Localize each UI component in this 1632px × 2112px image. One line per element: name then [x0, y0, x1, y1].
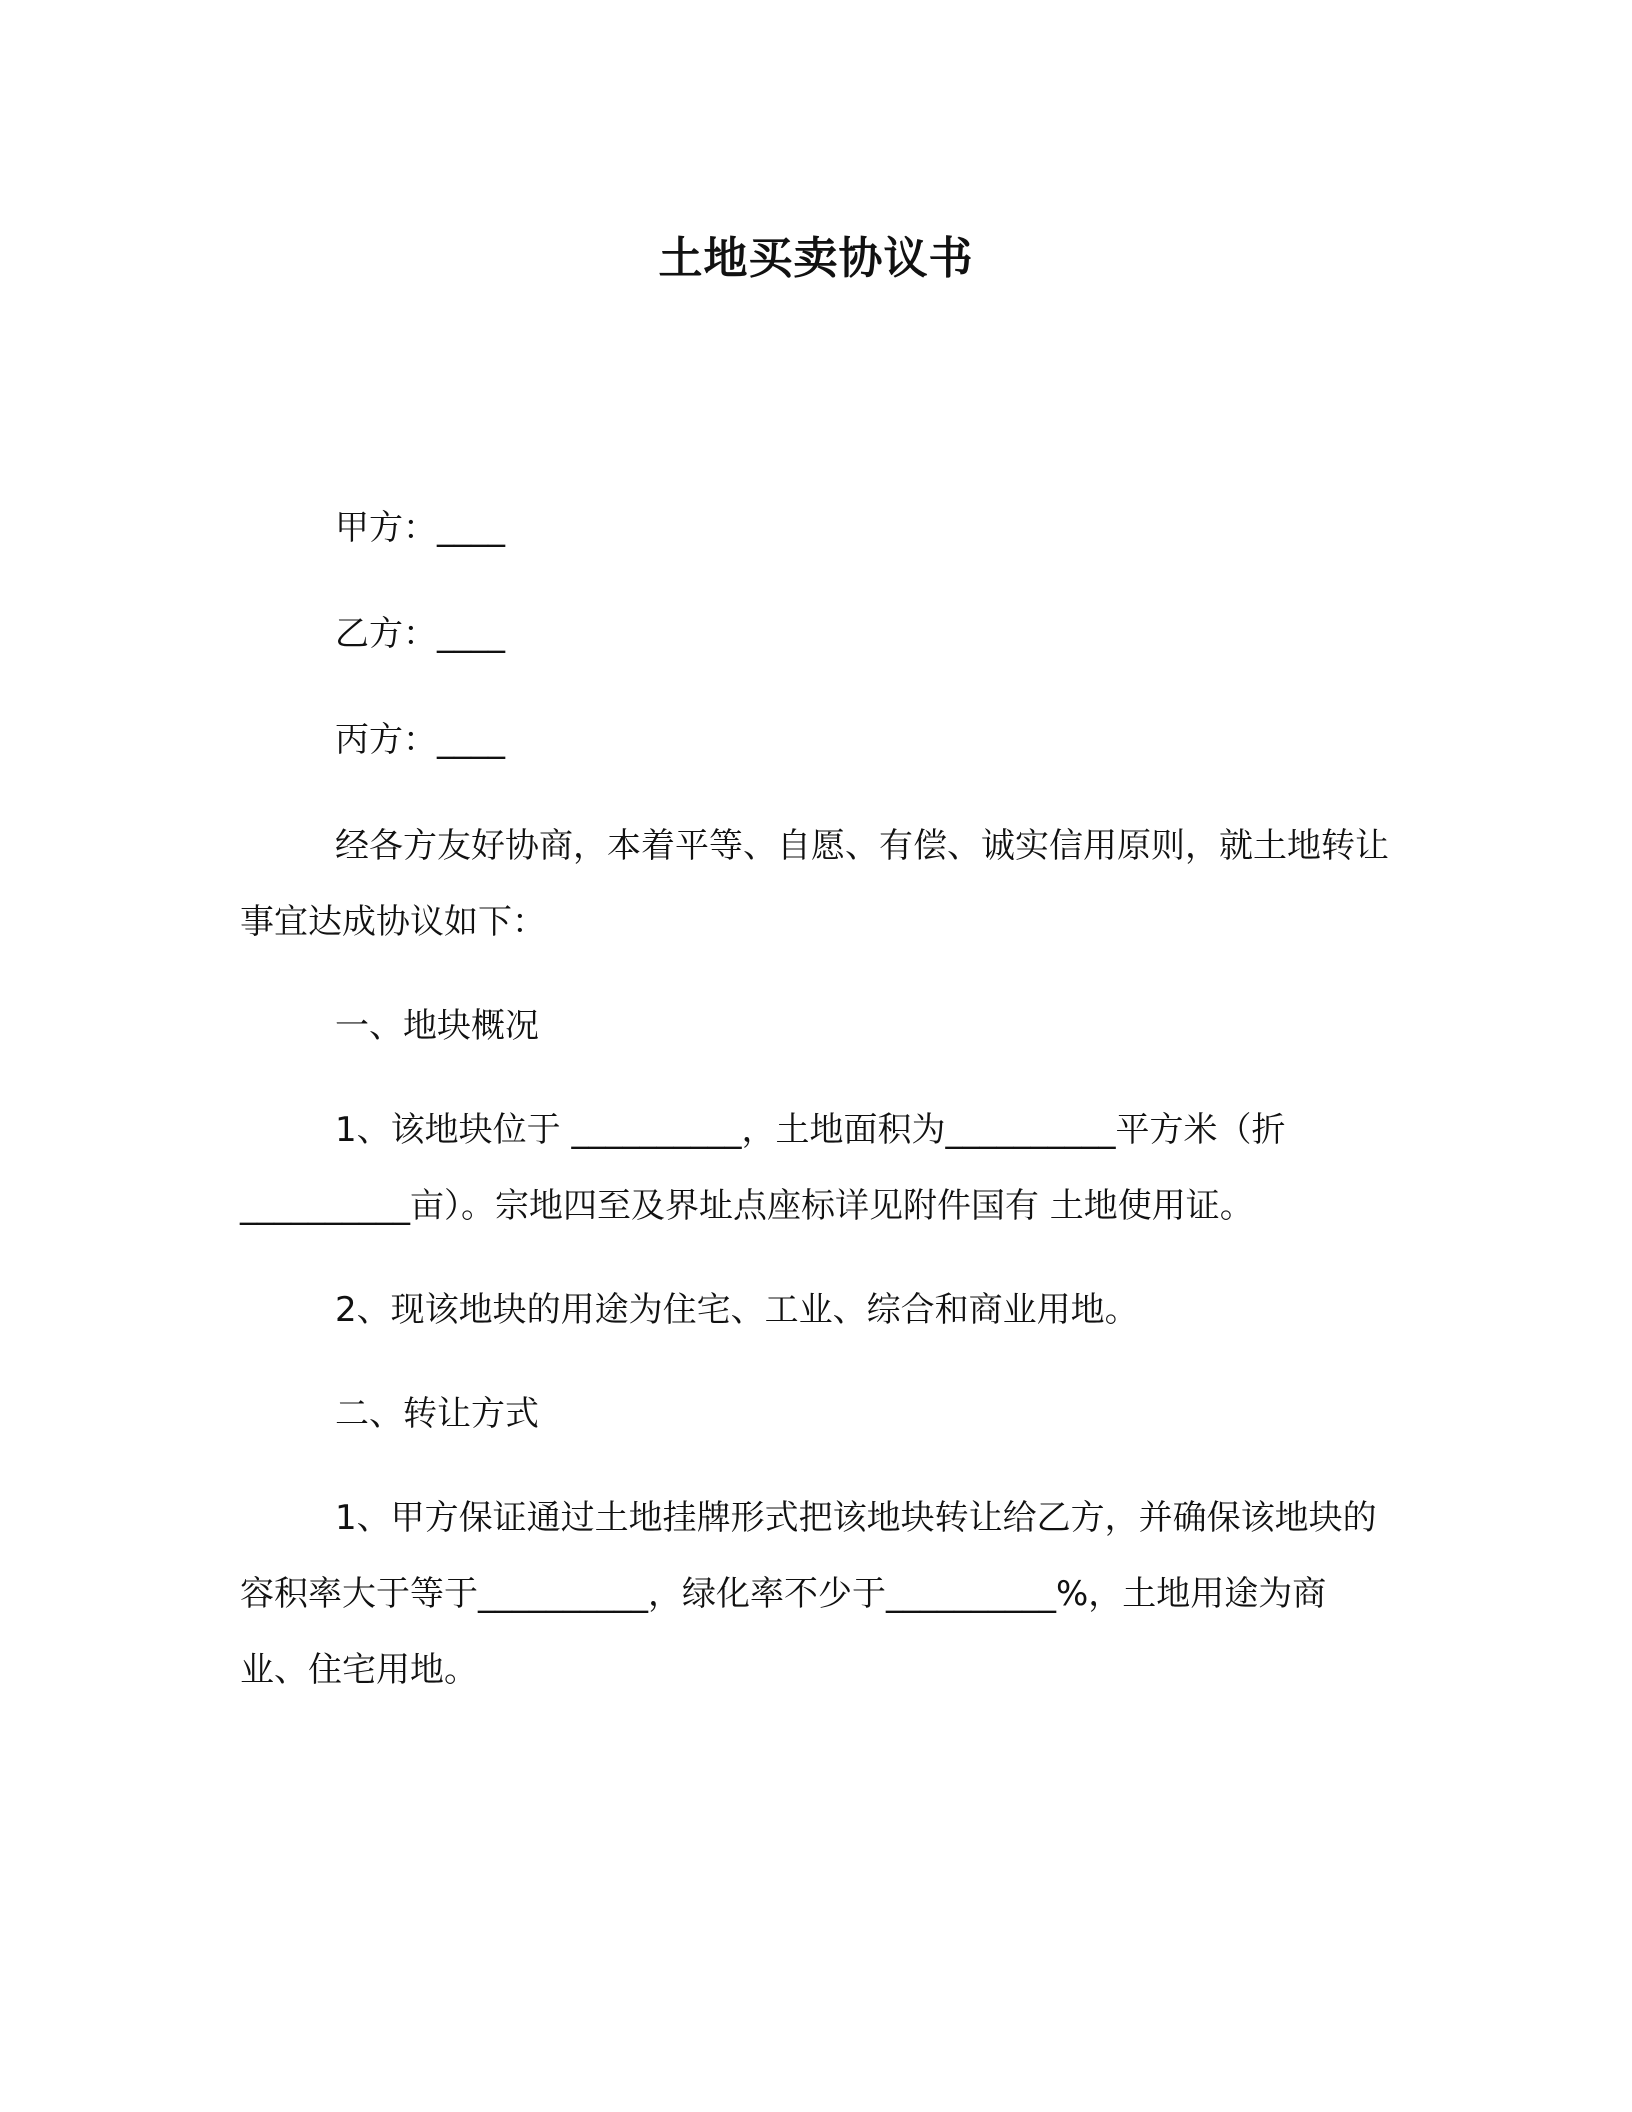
land-use-clause: 2、现该地块的用途为住宅、工业、综合和商业用地。 — [335, 1290, 1139, 1330]
transfer-method-clause: 1、甲方保证通过土地挂牌形式把该地块转让给乙方，并确保该地块的容积率大于等于__________，绿化率不少于__________%，土地用途为商业、住宅用地。 — [240, 1498, 1377, 1690]
section-heading-land-overview: 一、地块概况 — [335, 1006, 539, 1046]
land-location-clause: 1、该地块位于 __________，土地面积为__________平方米（折__________亩）。宗地四至及界址点座标详见附件国有 土地使用证。 — [240, 1110, 1286, 1226]
document-body — [240, 490, 1390, 1736]
intro-paragraph: 经各方友好协商，本着平等、自愿、有偿、诚实信用原则，就土地转让事宜达成协议如下： — [240, 826, 1389, 942]
document-title: 土地买卖协议书 — [658, 233, 974, 284]
party-b: 乙方：____ — [335, 614, 505, 654]
party-a: 甲方：____ — [335, 508, 505, 548]
section-heading-transfer-method: 二、转让方式 — [335, 1394, 539, 1434]
party-c: 丙方：____ — [335, 720, 505, 760]
